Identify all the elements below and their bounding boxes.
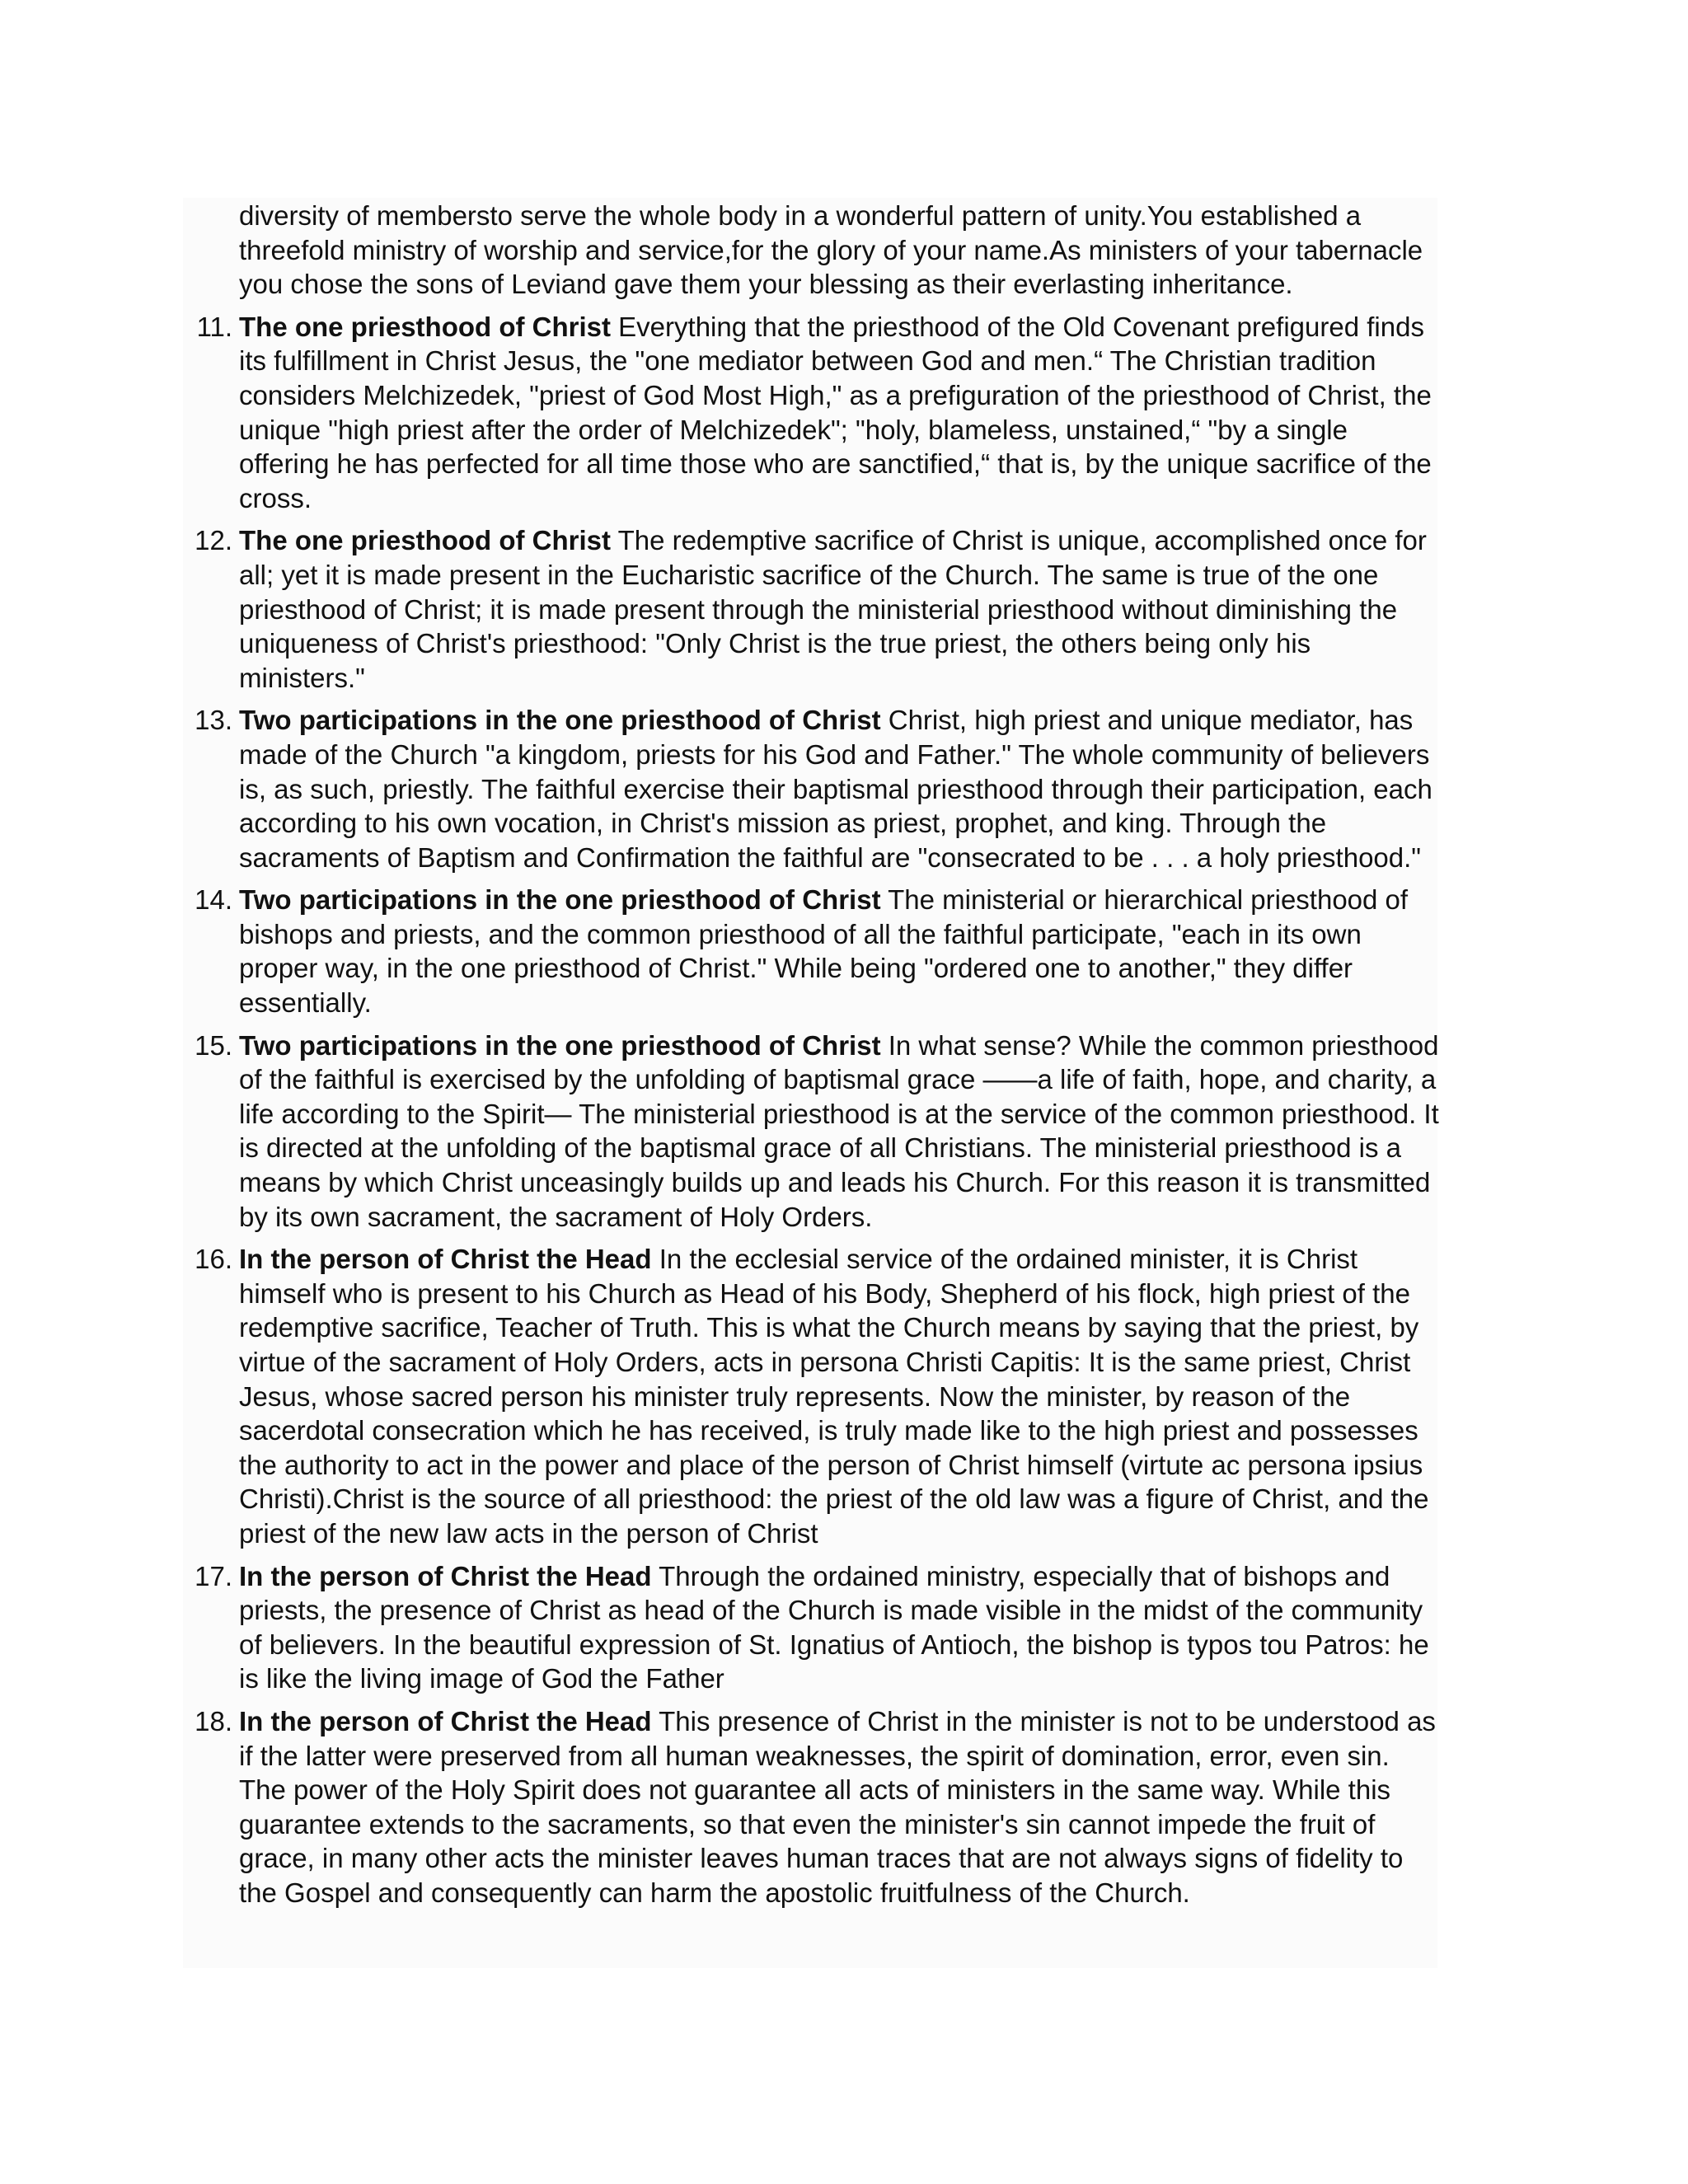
item-title: The one priesthood of Christ — [239, 311, 611, 342]
item-text: In what sense? While the common priesthood of the faithful is exercised by the unfolding of baptismal grace ——a life of faith, hope, and charity, a life according to the Spirit— The ministerial priesthood is at the service of the common priesthood. It is directed at the unfolding of the baptismal grace of all Christians. The ministerial priesthood is a means by which Christ unceasingly builds up and leads his Church. For this reason it is transmitted by its own sacrament, the sacrament of Holy Orders. — [239, 1029, 1439, 1232]
item-title: Two participations in the one priesthood of Christ — [239, 1029, 881, 1061]
item-text: Christ, high priest and unique mediator, has made of the Church "a kingdom, priests for his God and Father." The whole community of believers is, as such, priestly. The faithful exercise their baptismal priesthood through their participation, each according to his own vocation, in Christ's mission as priest, prophet, and king. Through the sacraments of Baptism and Confirmation the faithful are "consecrated to be . . . a holy priesthood." — [239, 705, 1432, 873]
document-content — [195, 199, 1442, 1910]
list-item — [195, 1704, 1442, 1910]
list-item — [195, 1559, 1442, 1696]
item-title: Two participations in the one priesthood of Christ — [239, 705, 881, 736]
item-number: 14. — [195, 884, 232, 916]
item-number: 13. — [195, 705, 232, 736]
list-item — [195, 883, 1442, 1019]
item-number: 12. — [195, 525, 232, 556]
item-title: In the person of Christ the Head — [239, 1705, 652, 1736]
item-title: In the person of Christ the Head — [239, 1244, 652, 1275]
item-number: 18. — [195, 1705, 232, 1736]
item-text: Through the ordained ministry, especially that of bishops and priests, the presence of Christ as head of the Church is made visible in the midst of the community of believers. In the beautiful expression of St. Ignatius of Antioch, the bishop is typos tou Patros: he is like the living image of God the Father — [239, 1560, 1429, 1694]
item-title: Two participations in the one priesthood of Christ — [239, 884, 881, 916]
item-number: 16. — [195, 1244, 232, 1275]
lead-paragraph: diversity of membersto serve the whole body in a wonderful pattern of unity.You established a threefold ministry of worship and service,for the glory of your name.As ministers of your tabernacle you chose the sons of Leviand gave them your blessing as their everlasting inheritance. — [239, 200, 1423, 300]
item-title: In the person of Christ the Head — [239, 1560, 652, 1591]
item-text: In the ecclesial service of the ordained minister, it is Christ himself who is present to his Church as Head of his Body, Shepherd of his flock, high priest of the redemptive sacrifice, Teacher of Truth. This is what the Church means by saying that the priest, by virtue of the sacrament of Holy Orders, acts in persona Christi Capitis: It is the same priest, Christ Jesus, whose sacred person his minister truly represents. Now the minister, by reason of the sacerdotal consecration which he has received, is truly made like to the high priest and possesses the authority to act in the power and place of the person of Christ himself (virtute ac persona ipsius Christi).Christ is the source of all priesthood: the priest of the old law was a figure of Christ, and the priest of the new law acts in the person of Christ — [239, 1244, 1429, 1549]
numbered-list — [195, 310, 1442, 1910]
list-item — [196, 310, 1442, 516]
item-text: This presence of Christ in the minister is not to be understood as if the latter were preserved from all human weaknesses, the spirit of domination, error, even sin. The power of the Holy Spirit does not guarantee all acts of ministers in the same way. While this guarantee extends to the sacraments, so that even the minister's sin cannot impede the fruit of grace, in many other acts the minister leaves human traces that are not always signs of fidelity to the Gospel and consequently can harm the apostolic fruitfulness of the Church. — [239, 1705, 1436, 1908]
item-text: The redemptive sacrifice of Christ is unique, accomplished once for all; yet it is made present in the Eucharistic sacrifice of the Church. The same is true of the one priesthood of Christ; it is made present through the ministerial priesthood without diminishing the uniqueness of Christ's priesthood: "Only Christ is the true priest, the others being only his ministers." — [239, 525, 1427, 693]
list-item — [195, 1029, 1442, 1235]
item-title: The one priesthood of Christ — [239, 525, 611, 556]
list-item — [195, 1242, 1442, 1550]
item-number: 15. — [195, 1029, 232, 1061]
list-item — [195, 523, 1442, 695]
item-text: Everything that the priesthood of the Old Covenant prefigured finds its fulfillment in Christ Jesus, the "one mediator between God and men.“ The Christian tradition considers Melchizedek, "priest of God Most High," as a prefiguration of the priesthood of Christ, the unique "high priest after the order of Melchizedek"; "holy, blameless, unstained,“ "by a single offering he has perfected for all time those who are sanctified,“ that is, by the unique sacrifice of the cross. — [239, 311, 1432, 513]
list-item — [195, 703, 1442, 874]
item-number: 11. — [196, 311, 232, 342]
item-text: The ministerial or hierarchical priesthood of bishops and priests, and the common priesthood of all the faithful participate, "each in its own proper way, in the one priesthood of Christ." While being "ordered one to another," they differ essentially. — [239, 884, 1409, 1019]
item-number: 17. — [195, 1560, 232, 1591]
